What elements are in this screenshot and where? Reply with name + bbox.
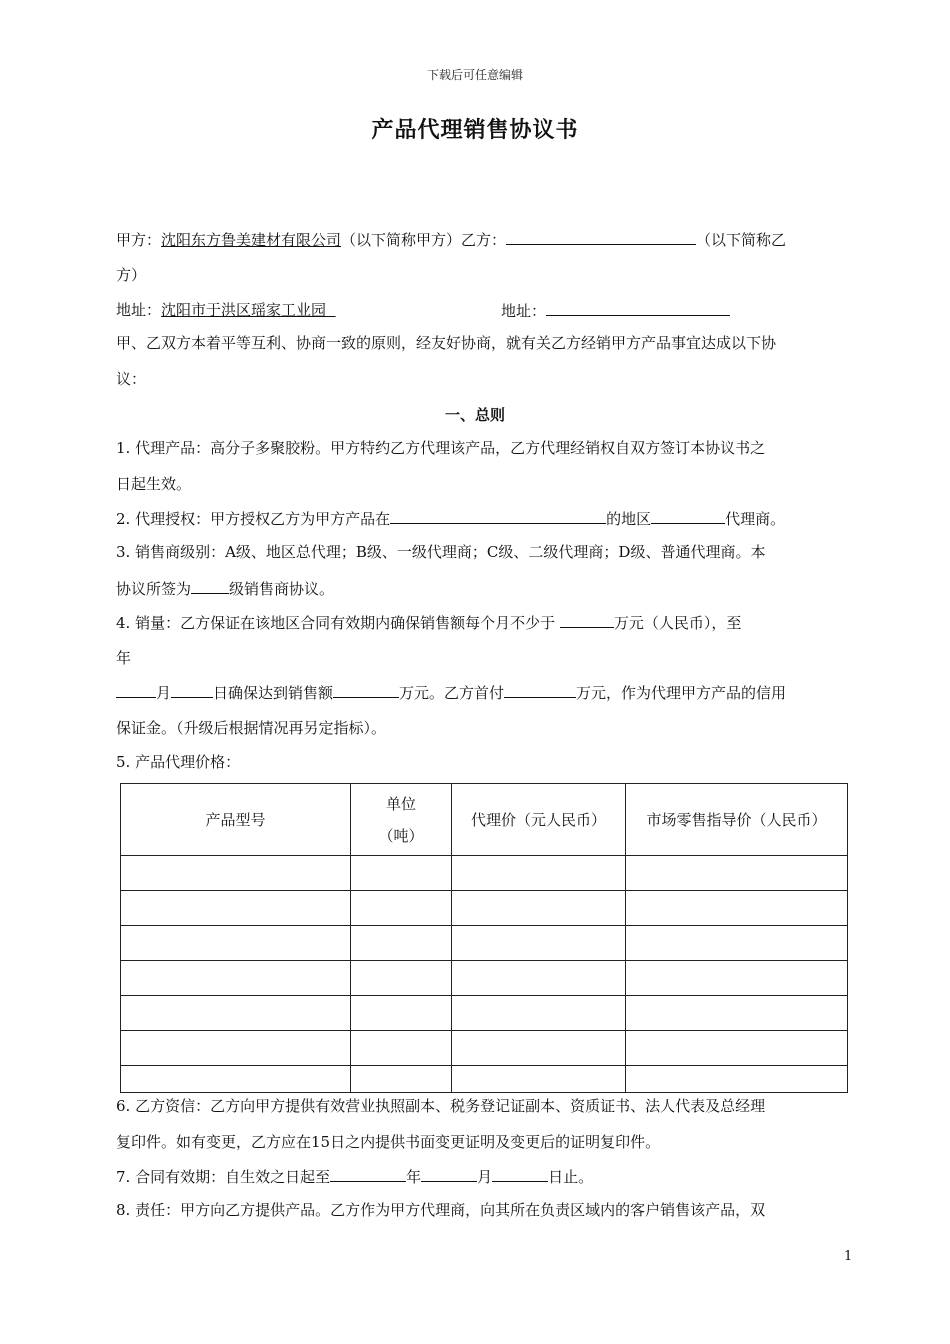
- clause-4-text-a: 4. 销量：乙方保证在该地区合同有效期内确保销售额每个月不少于: [116, 614, 556, 632]
- section-heading-general: 一、总则: [444, 406, 505, 424]
- price-table: [120, 783, 848, 1093]
- table-cell[interactable]: [351, 996, 452, 1031]
- table-cell[interactable]: [452, 856, 626, 891]
- address-b-line: [501, 300, 730, 321]
- table-cell[interactable]: [351, 1031, 452, 1066]
- document-title: 产品代理销售协议书: [371, 117, 579, 143]
- clause-8-line-1: 8. 责任：甲方向乙方提供产品。乙方作为甲方代理商，向其所在负责区域内的客户销售该产品，双: [116, 1201, 766, 1219]
- table-cell[interactable]: [626, 1031, 848, 1066]
- table-row: [121, 926, 848, 961]
- clause-6-line-1: 6. 乙方资信：乙方向甲方提供有效营业执照副本、税务登记证副本、资质证书、法人代表及总经理: [116, 1097, 766, 1115]
- clause-7-text-day: 日止。: [548, 1168, 594, 1186]
- end-day-blank[interactable]: [492, 1166, 548, 1182]
- end-month-blank[interactable]: [421, 1166, 477, 1182]
- clause-2: [116, 508, 785, 529]
- table-cell[interactable]: [626, 996, 848, 1031]
- table-cell[interactable]: [121, 1031, 351, 1066]
- clause-3-line-2: [116, 578, 334, 599]
- clause-4-text-c: 日确保达到销售额: [213, 684, 334, 702]
- clause-4-line-1: [116, 612, 741, 633]
- day-blank[interactable]: [171, 682, 213, 698]
- table-cell[interactable]: [121, 926, 351, 961]
- intro-line-2: 议：: [116, 370, 147, 388]
- clause-4-text-d: 万元。乙方首付: [399, 684, 505, 702]
- month-blank[interactable]: [116, 682, 156, 698]
- party-line-cont: 方）: [116, 266, 147, 284]
- table-cell[interactable]: [121, 1066, 351, 1093]
- table-cell[interactable]: [626, 1066, 848, 1093]
- clause-4-text-e: 万元，作为代理甲方产品的信用: [576, 684, 787, 702]
- col-unit-label: 单位: [385, 794, 416, 813]
- table-cell[interactable]: [626, 961, 848, 996]
- table-row: [121, 1066, 848, 1093]
- table-row: [121, 961, 848, 996]
- clause-1-line-2: 日起生效。: [116, 475, 192, 493]
- clause-7: [116, 1166, 593, 1187]
- table-cell[interactable]: [121, 856, 351, 891]
- clause-7-text-a: 7. 合同有效期：自生效之日起至: [116, 1168, 331, 1186]
- clause-3-line-1: 3. 销售商级别：A级、地区总代理；B级、一级代理商；C级、二级代理商；D级、普通代理商。本: [116, 543, 766, 561]
- party-a-label: 甲方：: [116, 231, 162, 249]
- clause-7-text-year: 年: [406, 1168, 422, 1186]
- page-number: 1: [844, 1249, 853, 1264]
- clause-2-text-b: 的地区: [606, 510, 652, 528]
- end-year-blank[interactable]: [330, 1166, 406, 1182]
- grade-blank[interactable]: [191, 578, 229, 594]
- table-cell[interactable]: [452, 961, 626, 996]
- table-row: [121, 1031, 848, 1066]
- clause-4-text-month: 月: [156, 684, 172, 702]
- clause-3-text-a: 协议所签为: [116, 580, 192, 598]
- table-cell[interactable]: [626, 856, 848, 891]
- col-retail-price: 市场零售指导价（人民币）: [626, 784, 848, 856]
- clause-3-text-b: 级销售商协议。: [229, 580, 335, 598]
- party-a-name: 沈阳东方鲁美建材有限公司: [161, 231, 342, 249]
- col-agent-price: 代理价（元人民币）: [452, 784, 626, 856]
- clause-4-text-b: 万元（人民币），至: [613, 614, 742, 632]
- monthly-sales-blank[interactable]: [560, 612, 614, 628]
- sales-amount-blank[interactable]: [333, 682, 399, 698]
- clause-1-line-1: 1. 代理产品：高分子多聚胶粉。甲方特约乙方代理该产品，乙方代理经销权自双方签订本协议书之: [116, 439, 766, 457]
- clause-4-line-4: 保证金。（升级后根据情况再另定指标）。: [116, 719, 387, 737]
- table-row: [121, 891, 848, 926]
- party-line: [116, 229, 786, 250]
- agent-level-blank[interactable]: [651, 508, 725, 524]
- address-a-value: 沈阳市于洪区瑶家工业园: [161, 301, 336, 319]
- clause-4-line-3: [116, 682, 786, 703]
- page-header: 下载后可任意编辑: [426, 68, 523, 82]
- address-b-label: 地址：: [501, 302, 547, 320]
- table-row: [121, 996, 848, 1031]
- clause-7-text-month: 月: [477, 1168, 493, 1186]
- clause-2-text-c: 代理商。: [725, 510, 786, 528]
- table-cell[interactable]: [626, 891, 848, 926]
- address-a-line: [116, 300, 336, 320]
- table-cell[interactable]: [452, 1031, 626, 1066]
- table-cell[interactable]: [121, 891, 351, 926]
- table-cell[interactable]: [626, 926, 848, 961]
- table-cell[interactable]: [452, 1066, 626, 1093]
- table-cell[interactable]: [351, 1066, 452, 1093]
- table-cell[interactable]: [452, 996, 626, 1031]
- clause-2-text-a: 2. 代理授权：甲方授权乙方为甲方产品在: [116, 510, 391, 528]
- party-b-name-blank[interactable]: [506, 229, 696, 245]
- party-a-suffix: （以下简称甲方）乙方：: [341, 231, 507, 249]
- down-payment-blank[interactable]: [504, 682, 576, 698]
- col-product-model: 产品型号: [121, 784, 351, 856]
- intro-line-1: 甲、乙双方本着平等互利、协商一致的原则，经友好协商，就有关乙方经销甲方产品事宜达成以下协: [116, 334, 777, 352]
- region-blank[interactable]: [390, 508, 606, 524]
- party-b-suffix: （以下简称乙: [696, 231, 787, 249]
- address-a-label: 地址：: [116, 301, 162, 319]
- col-unit: [351, 784, 452, 856]
- clause-6-line-2: 复印件。如有变更，乙方应在15日之内提供书面变更证明及变更后的证明复印件。: [116, 1133, 661, 1151]
- table-cell[interactable]: [351, 891, 452, 926]
- table-cell[interactable]: [121, 961, 351, 996]
- table-row: [121, 856, 848, 891]
- col-unit-sub: （吨）: [378, 826, 424, 845]
- clause-4-line-2: 年: [116, 649, 132, 667]
- table-cell[interactable]: [121, 996, 351, 1031]
- table-cell[interactable]: [452, 891, 626, 926]
- address-b-blank[interactable]: [546, 300, 730, 316]
- table-cell[interactable]: [452, 926, 626, 961]
- table-cell[interactable]: [351, 961, 452, 996]
- price-table-header-row: [121, 784, 848, 856]
- table-cell[interactable]: [351, 926, 452, 961]
- clause-5: 5. 产品代理价格：: [116, 753, 241, 771]
- table-cell[interactable]: [351, 856, 452, 891]
